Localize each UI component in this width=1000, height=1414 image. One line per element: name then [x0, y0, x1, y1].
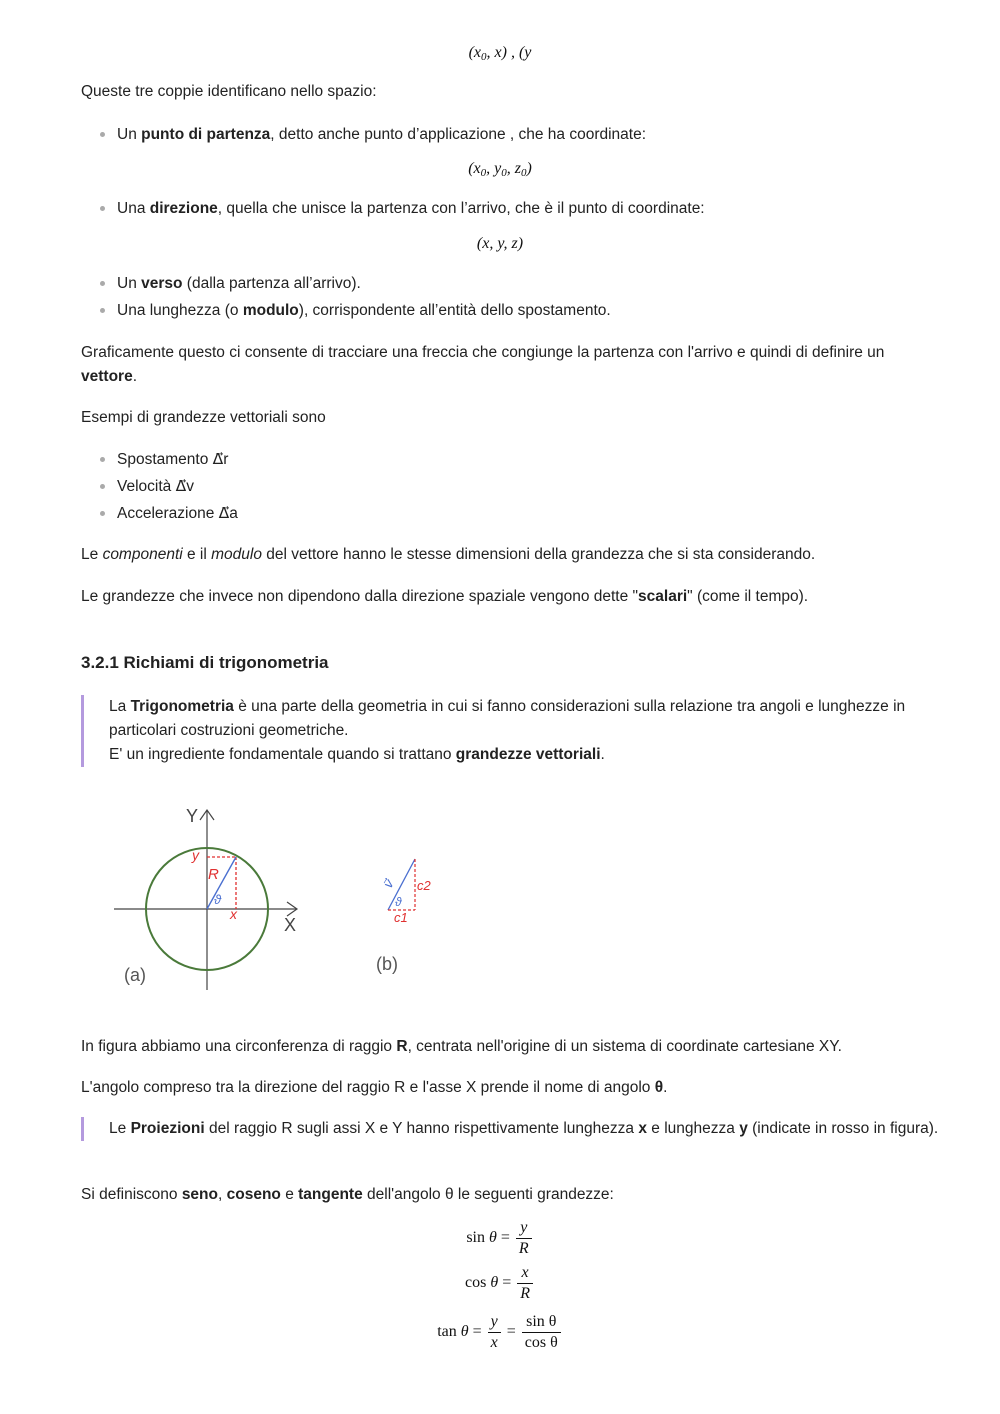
- list-item: Spostamento Δ⃗r: [81, 446, 921, 473]
- angle-paragraph: L'angolo compreso tra la direzione del raggio R e l'asse X prende il nome di angolo θ.: [81, 1079, 668, 1096]
- coordinate-pairs-formula: ($x_0$, x) , (y: [468, 44, 532, 63]
- scalar-paragraph: Le grandezze che invece non dipendono dalla direzione spaziale vengono dette "scalari" (come il tempo).: [81, 588, 809, 605]
- theta-label: ϑ: [214, 892, 222, 907]
- end-point-formula: (x, y, z): [476, 235, 524, 252]
- graphic-paragraph: Graficamente questo ci consente di tracciare una freccia che congiunge la partenza con l'arrivo e quindi di definire un vettore.: [81, 344, 885, 385]
- list-item: Velocità Δ⃗v: [81, 473, 921, 500]
- radius-line: [207, 857, 236, 909]
- vector-properties-list-1: [81, 121, 921, 148]
- projections-quote: Le Proiezioni del raggio R sugli assi X e Y hanno rispettivamente lunghezza x e lunghezza y (indicate in rosso in figura).: [81, 1117, 945, 1141]
- list-item: Una lunghezza (o modulo), corrispondente all’entità dello spostamento.: [81, 297, 921, 324]
- c1-label: c1: [394, 910, 408, 925]
- x-axis-label: X: [284, 915, 297, 935]
- definitions-paragraph: Si definiscono seno, coseno e tangente dell'angolo θ le seguenti grandezze:: [81, 1186, 614, 1203]
- list-item: Un punto di partenza, detto anche punto d’applicazione , che ha coordinate:: [81, 121, 921, 148]
- intro-text: Queste tre coppie identificano nello spazio:: [81, 83, 377, 100]
- y-label: y: [192, 847, 199, 863]
- examples-intro: Esempi di grandezze vettoriali sono: [81, 409, 326, 426]
- sine-formula: sin θ = $\frac{y}{R}$: [0, 1218, 1000, 1259]
- list-item: Accelerazione Δ⃗a: [81, 500, 921, 527]
- section-title: 3.2.1 Richiami di trigonometria: [81, 653, 329, 672]
- figure-paragraph: In figura abbiamo una circonferenza di raggio R, centrata nell'origine di un sistema di coordinate cartesiane XY.: [81, 1038, 842, 1055]
- vector-properties-list-3: [81, 270, 921, 324]
- tangent-formula: tan θ = $\frac{y}{x}$ = $\frac{\text{sin θ}}{\text{cos θ}}$: [0, 1312, 1000, 1353]
- v-label: v⃗: [380, 876, 397, 891]
- c2-label: c2: [417, 878, 431, 893]
- x-label: x: [230, 906, 237, 922]
- components-paragraph: Le componenti e il modulo del vettore hanno le stesse dimensioni della grandezza che si sta considerando.: [81, 546, 816, 563]
- vector-properties-list-2: [81, 195, 921, 222]
- trigonometry-figure: [100, 800, 460, 1000]
- figure-label-a: (a): [124, 965, 146, 985]
- start-point-formula: ($x_0$, $y_0$, $z_0$): [468, 160, 532, 179]
- y-axis-label: Y: [186, 806, 199, 826]
- trigonometry-quote: La Trigonometria è una parte della geometria in cui si fanno considerazioni sulla relazione tra angoli e lunghezze in particolari costruzioni geometriche. E' un ingrediente fondamentale quando si trattano grandezze vettoriali.: [81, 695, 945, 767]
- list-item: Una direzione, quella che unisce la partenza con l’arrivo, che è il punto di coordinate:: [81, 195, 921, 222]
- R-label: R: [208, 866, 219, 883]
- figure-label-b: (b): [376, 954, 398, 974]
- list-item: Un verso (dalla partenza all’arrivo).: [81, 270, 921, 297]
- examples-list: [81, 446, 921, 527]
- cosine-formula: cos θ = $\frac{x}{R}$: [0, 1263, 1000, 1304]
- theta-label-b: ϑ: [395, 895, 402, 909]
